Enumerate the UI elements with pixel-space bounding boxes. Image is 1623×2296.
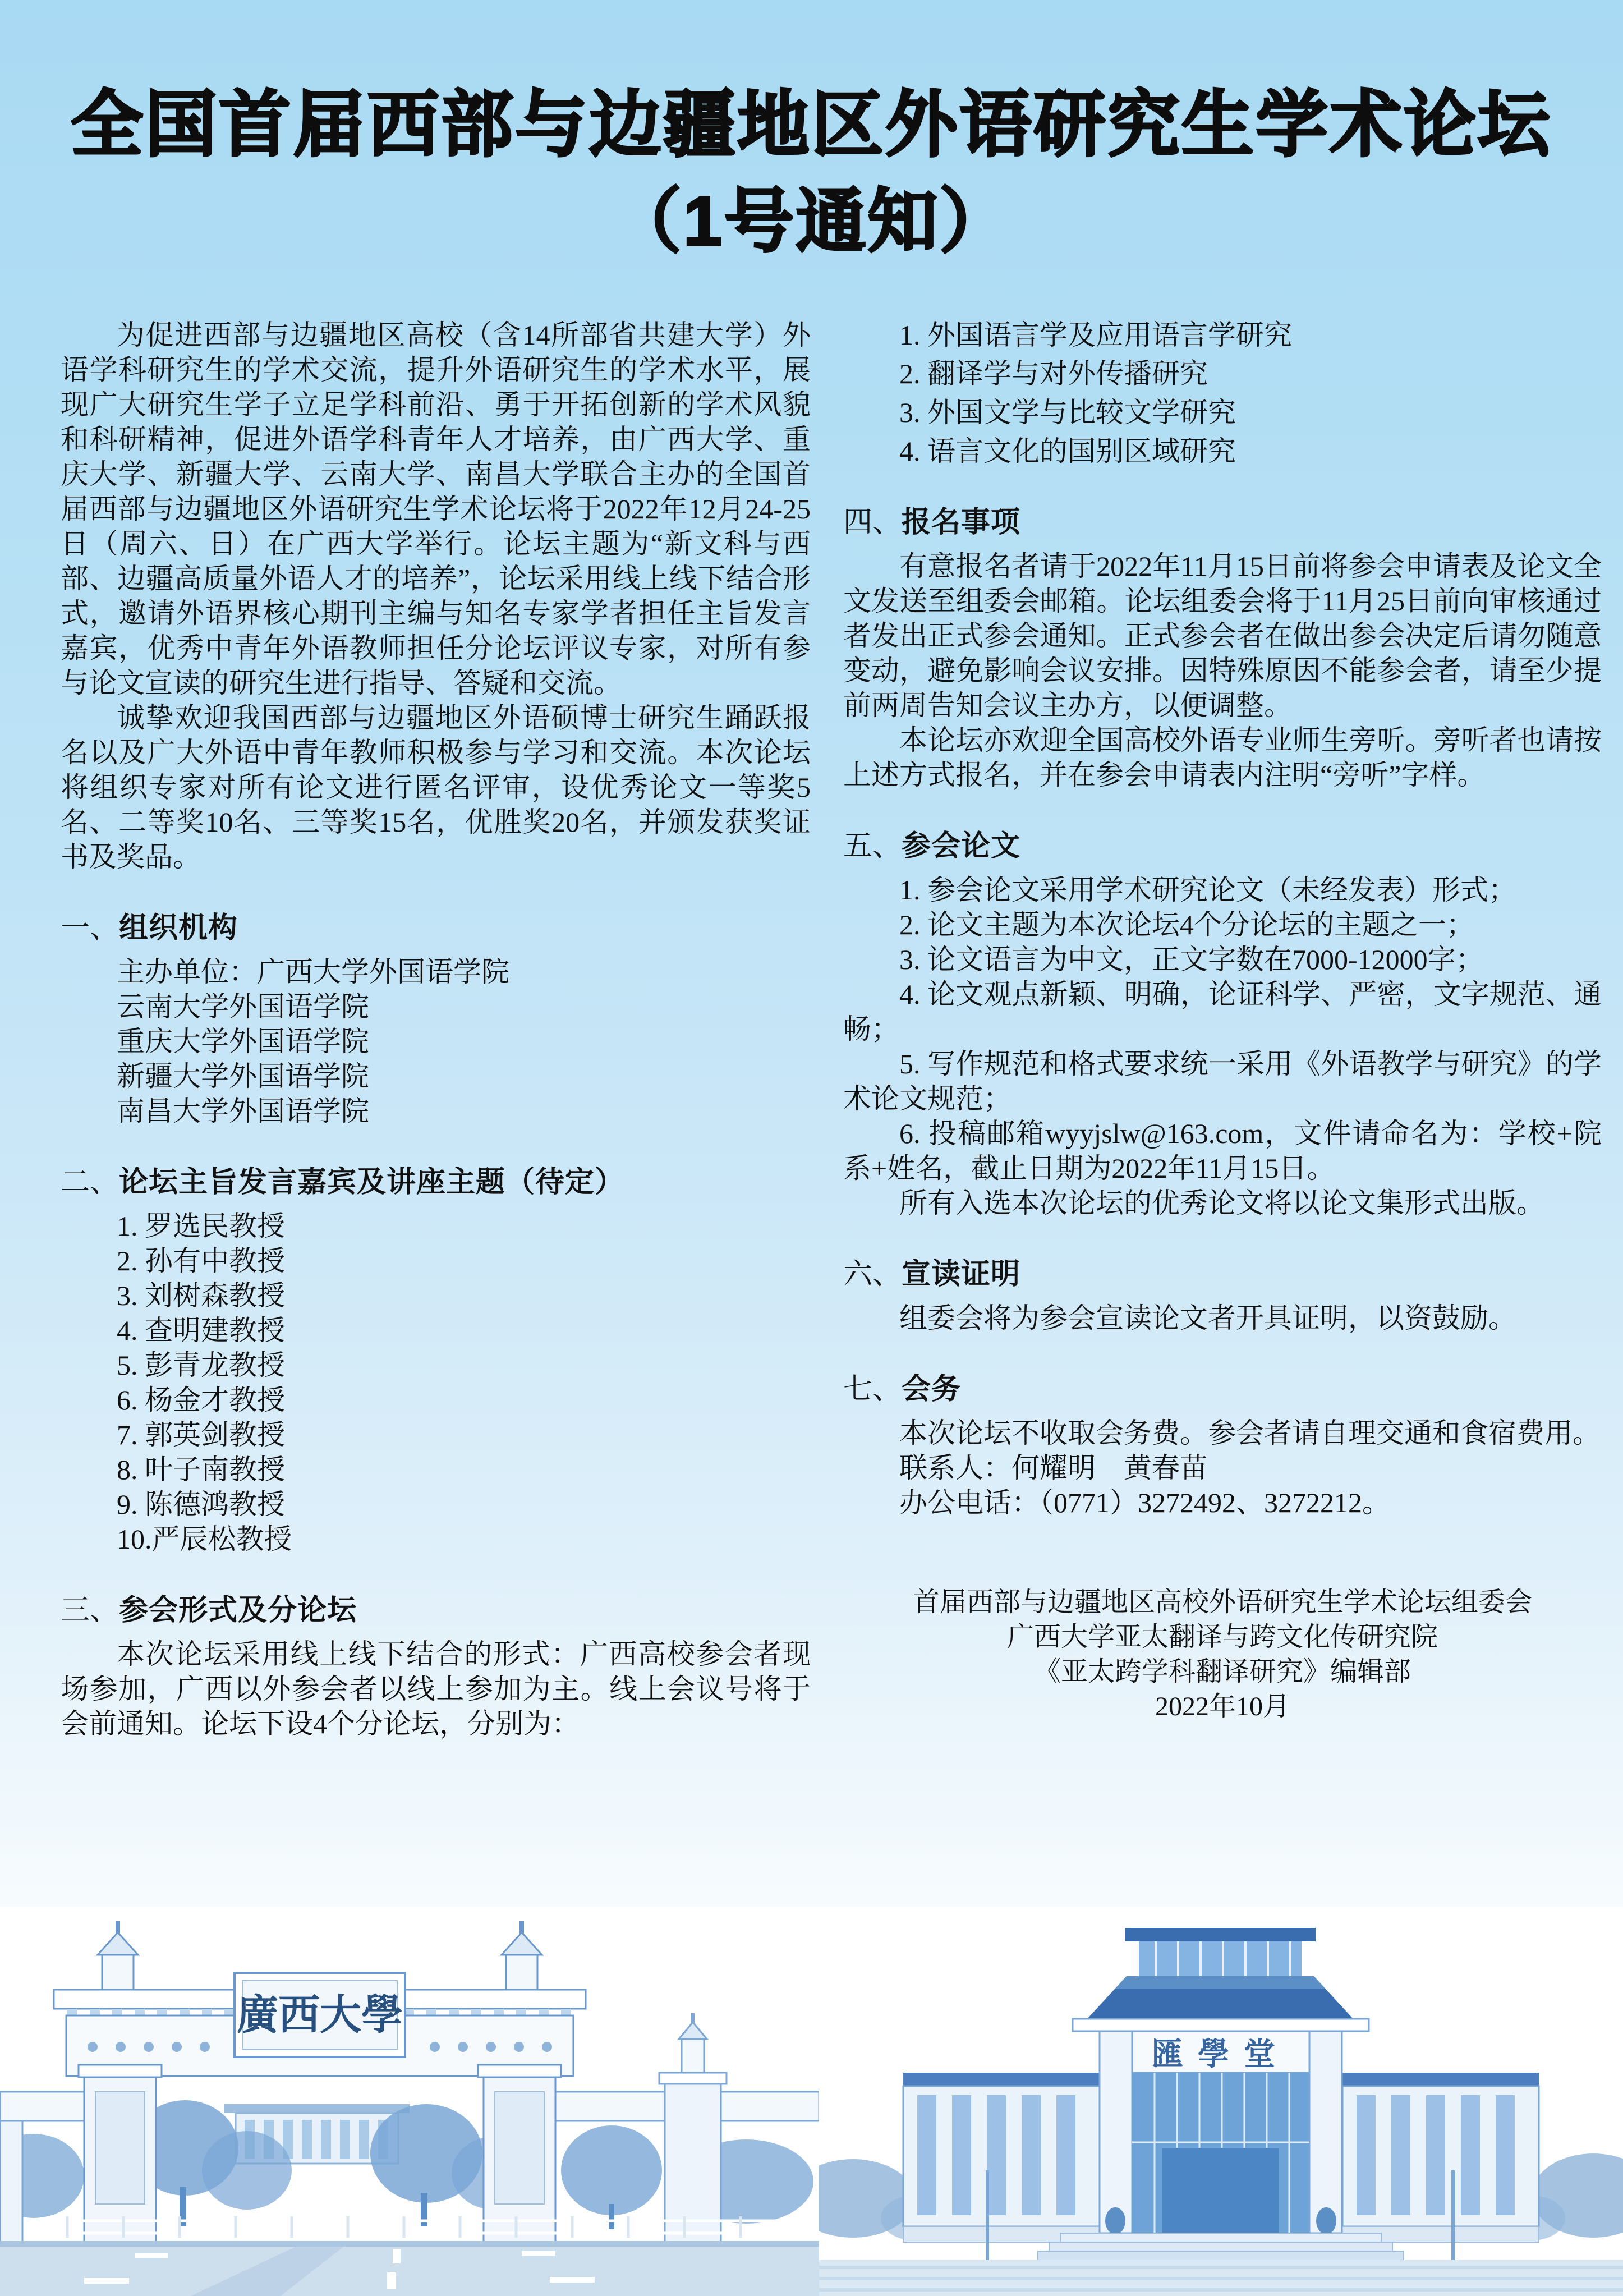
org-item: 新疆大学外国语学院 <box>117 1060 369 1092</box>
hall-plaque-text: 匯學堂 <box>1152 2037 1290 2072</box>
section-4-number: 四、 <box>843 507 902 539</box>
section-4-heading <box>843 504 1602 541</box>
org-item: 重庆大学外国语学院 <box>117 1026 369 1057</box>
subforum-item: 1. 外国语言学及应用语言学研究 <box>899 319 1292 351</box>
section-3-title: 参会形式及分论坛 <box>119 1594 357 1627</box>
signature-line: 首届西部与边疆地区高校外语研究生学术论坛组委会 <box>912 1587 1532 1617</box>
signature-line: 《亚太跨学科翻译研究》编辑部 <box>1033 1657 1411 1687</box>
section-6-heading <box>843 1256 1602 1293</box>
footer-photo-strip <box>0 1907 1623 2296</box>
section-3-heading <box>61 1592 811 1629</box>
paper-requirement: 5. 写作规范和格式要求统一采用《外语教学与研究》的学术论文规范； <box>843 1048 1602 1114</box>
signature-line: 广西大学亚太翻译与跨文化传研究院 <box>1006 1622 1438 1652</box>
paper-requirement: 4. 论文观点新颖、明确，论证科学、严密，文字规范、通畅； <box>843 979 1602 1045</box>
speaker-item: 6. 杨金才教授 <box>117 1384 285 1416</box>
speaker-item: 5. 彭青龙教授 <box>117 1349 285 1381</box>
section-2-heading <box>61 1164 811 1201</box>
speaker-item: 9. 陈德鸿教授 <box>117 1489 285 1520</box>
signature-line: 2022年10月 <box>1155 1692 1290 1721</box>
road <box>0 2241 819 2296</box>
org-item: 南昌大学外国语学院 <box>117 1095 369 1127</box>
speaker-item: 4. 查明建教授 <box>117 1315 285 1346</box>
speaker-item: 1. 罗选民教授 <box>117 1210 285 1242</box>
contact-person-line: 联系人：何耀明 黄春苗 <box>899 1452 1208 1484</box>
two-column-body <box>0 264 1623 1741</box>
section-5-number: 五、 <box>843 830 902 862</box>
paper-requirement: 3. 论文语言为中文，正文字数在7000-12000字； <box>899 944 1484 975</box>
office-phone-line: 办公电话：（0771）3272492、3272212。 <box>899 1487 1390 1518</box>
section-6-paragraph: 组委会将为参会宣读论文者开具证明，以资鼓励。 <box>899 1302 1516 1334</box>
university-gate-illustration <box>0 1907 819 2296</box>
section-1-number: 一、 <box>61 912 119 944</box>
gate-plaque-text: 廣西大學 <box>237 1992 403 2038</box>
section-6-title: 宣读证明 <box>902 1258 1021 1291</box>
org-item: 主办单位：广西大学外国语学院 <box>117 956 509 988</box>
section-7-title: 会务 <box>902 1373 962 1406</box>
paper-requirement: 2. 论文主题为本次论坛4个分论坛的主题之一； <box>899 909 1474 940</box>
speaker-item: 3. 刘树森教授 <box>117 1280 285 1311</box>
section-7-paragraph: 本次论坛不收取会务费。参会者请自理交通和食宿费用。 <box>899 1417 1601 1449</box>
subforum-item: 4. 语言文化的国别区域研究 <box>899 435 1236 467</box>
org-item: 云南大学外国语学院 <box>117 991 369 1022</box>
section-4-paragraph-1: 有意报名者请于2022年11月15日前将参会申请表及论文全文发送至组委会邮箱。论坛组委会将于11月25日前向审核通过者发出正式参会通知。正式参会者在做出参会决定后请勿随意变动，避免影响会议安排。因特殊原因不能参会者，请至少提前两周告知会议主办方，以便调整。 <box>843 550 1602 721</box>
intro-paragraph-1: 为促进西部与边疆地区高校（含14所部省共建大学）外语学科研究生的学术交流，提升外语研究生的学术水平，展现广大研究生学子立足学科前沿、勇于开拓创新的学术风貌和科研精神，促进外语学科青年人才培养，由广西大学、重庆大学、新疆大学、云南大学、南昌大学联合主办的全国首届西部与边疆地区外语研究生学术论坛将于2022年12月24-25日（周六、日）在广西大学举行。论坛主题为“新文科与西部、边疆高质量外语人才的培养”，论坛采用线上线下结合形式，邀请外语界核心期刊主编与知名专家学者担任主旨发言嘉宾，优秀中青年外语教师担任分论坛评议专家，对所有参与论文宣读的研究生进行指导、答疑和交流。 <box>61 319 811 699</box>
university-hall-photo <box>819 1907 1623 2296</box>
section-4-title: 报名事项 <box>902 506 1021 539</box>
section-1-title: 组织机构 <box>119 912 238 944</box>
section-6-number: 六、 <box>843 1259 902 1291</box>
section-5-heading <box>843 828 1602 865</box>
right-column <box>843 318 1602 1741</box>
page-title-line2: （1号通知） <box>612 183 1011 260</box>
page-title-line1: 全国首届西部与边疆地区外语研究生学术论坛 <box>71 85 1552 165</box>
section-2-title: 论坛主旨发言嘉宾及讲座主题（待定） <box>119 1166 625 1198</box>
intro-paragraph-2: 诚挚欢迎我国西部与边疆地区外语硕博士研究生踊跃报名以及广大外语中青年教师积极参与学习和交流。本次论坛将组织专家对所有论文进行匿名评审，设优秀论文一等奖5名、二等奖10名、三等奖15名，优胜奖20名，并颁发获奖证书及奖品。 <box>61 702 811 873</box>
left-column <box>61 318 811 1741</box>
speaker-item: 7. 郭英剑教授 <box>117 1419 285 1450</box>
lawn <box>819 2260 1623 2296</box>
paper-requirement: 6. 投稿邮箱wyyjslw@163.com，文件请命名为：学校+院系+姓名，截止日期为2022年11月15日。 <box>843 1118 1602 1184</box>
section-2-number: 二、 <box>61 1167 119 1198</box>
subforum-item: 3. 外国文学与比较文学研究 <box>899 397 1236 428</box>
section-3-paragraph: 本次论坛采用线上线下结合的形式：广西高校参会者现场参加，广西以外参会者以线上参加为主。线上会议号将于会前通知。论坛下设4个分论坛，分别为： <box>61 1638 811 1739</box>
speaker-item: 2. 孙有中教授 <box>117 1245 285 1276</box>
speaker-item: 8. 叶子南教授 <box>117 1454 285 1485</box>
university-hall-illustration <box>819 1907 1623 2296</box>
section-7-heading <box>843 1371 1602 1408</box>
university-gate-photo <box>0 1907 819 2296</box>
signature-block <box>843 1585 1602 1724</box>
section-3-number: 三、 <box>61 1595 119 1627</box>
section-7-number: 七、 <box>843 1374 902 1406</box>
steps <box>1038 2233 1404 2260</box>
paper-requirement: 1. 参会论文采用学术研究论文（未经发表）形式； <box>899 874 1516 906</box>
subforum-item: 2. 翻译学与对外传播研究 <box>899 358 1208 389</box>
speaker-item: 10.严辰松教授 <box>117 1523 292 1555</box>
section-5-title: 参会论文 <box>902 830 1021 862</box>
section-5-paragraph: 所有入选本次论坛的优秀论文将以论文集形式出版。 <box>899 1187 1544 1219</box>
section-4-paragraph-2: 本论坛亦欢迎全国高校外语专业师生旁听。旁听者也请按上述方式报名，并在参会申请表内注明“旁听”字样。 <box>843 724 1602 791</box>
section-1-heading <box>61 910 811 947</box>
page-title <box>0 0 1623 264</box>
